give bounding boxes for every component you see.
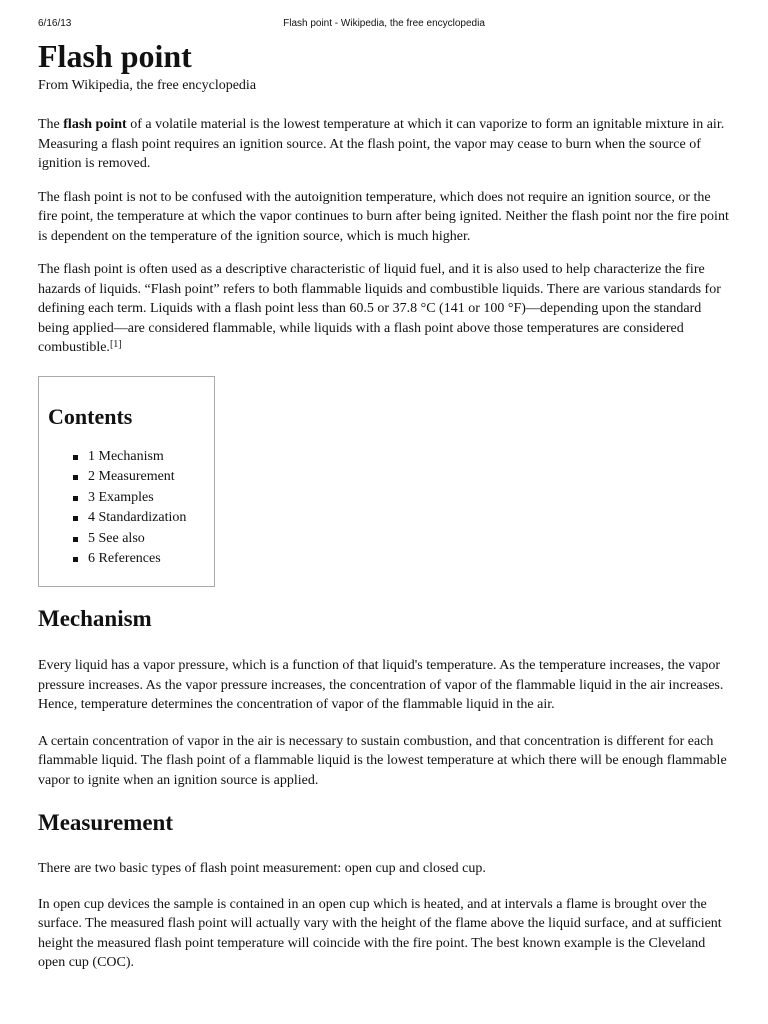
measurement-paragraph-2: In open cup devices the sample is contained in an open cup which is heated, and at intervals a flame is brought over the surface. The measured flash point will actually vary with the height of the flame above the liquid surface, and at sufficient height the measured flash point temperature will coincide with the fire point. The best known example is the Cleveland open cup (COC). [38, 896, 722, 971]
reference-link-1[interactable]: [1] [109, 339, 122, 350]
intro-p1-before: The [38, 117, 64, 132]
intro-paragraph-2: The flash point is not to be confused with the autoignition temperature, which does not require an ignition source, or the fire point, the temperature at which the vapor continues to burn after being ignited. Neither the flash point nor the fire point is dependent on the temperature of the ignition source, which is much higher. [38, 189, 729, 244]
toc-item-references[interactable]: 6 References [48, 549, 214, 570]
toc-item-mechanism[interactable]: 1 Mechanism [48, 447, 214, 468]
section-heading-mechanism: Mechanism [38, 606, 152, 632]
intro-paragraph-3 [38, 260, 732, 358]
article-title: Flash point [38, 38, 192, 74]
mechanism-paragraph-2: A certain concentration of vapor in the air is necessary to sustain combustion, and that concentration is different for each flammable liquid. The flash point of a flammable liquid is the lowest temperature at which there will be enough flammable vapor to ignite when an ignition source is applied. [38, 733, 727, 788]
toc-item-examples[interactable]: 3 Examples [48, 488, 214, 509]
intro-p1-after: of a volatile material is the lowest temperature at which it can vaporize to form an ignitable mixture in air. Measuring a flash point requires an ignition source. At the flash point, the vapor may cease to burn when the source of ignition is removed. [38, 117, 725, 171]
print-date: 6/16/13 [38, 18, 72, 29]
intro-p1-bold-term: flash point [63, 117, 127, 132]
toc-list [48, 447, 214, 571]
article-body [38, 36, 732, 973]
toc-title: Contents [48, 403, 133, 429]
intro-paragraph-1 [38, 115, 732, 174]
article-subtitle: From Wikipedia, the free encyclopedia [38, 78, 257, 93]
toc-item-standardization[interactable]: 4 Standardization [48, 508, 214, 529]
table-of-contents [38, 376, 215, 588]
section-heading-measurement: Measurement [38, 810, 173, 836]
toc-item-see-also[interactable]: 5 See also [48, 529, 214, 550]
print-page-title: Flash point - Wikipedia, the free encyclopedia [283, 18, 485, 29]
measurement-paragraph-1: There are two basic types of flash point measurement: open cup and closed cup. [38, 861, 486, 877]
mechanism-paragraph-1: Every liquid has a vapor pressure, which is a function of that liquid's temperature. As the temperature increases, the vapor pressure increases. As the vapor pressure increases, the concentration of vapor of the flammable liquid in the air increases. Hence, temperature determines the concentration of vapor of the flammable liquid in the air. [38, 658, 724, 713]
toc-item-measurement[interactable]: 2 Measurement [48, 467, 214, 488]
intro-p3-text: The flash point is often used as a descriptive characteristic of liquid fuel, and it is also used to help characterize the fire hazards of liquids. “Flash point” refers to both flammable liquids and combustible liquids. There are various standards for defining each term. Liquids with a flash point less than 60.5 or 37.8 °C (141 or 100 °F)—depending upon the standard being applied—are considered flammable, while liquids with a flash point above those temperatures are considered combustible. [38, 262, 721, 355]
